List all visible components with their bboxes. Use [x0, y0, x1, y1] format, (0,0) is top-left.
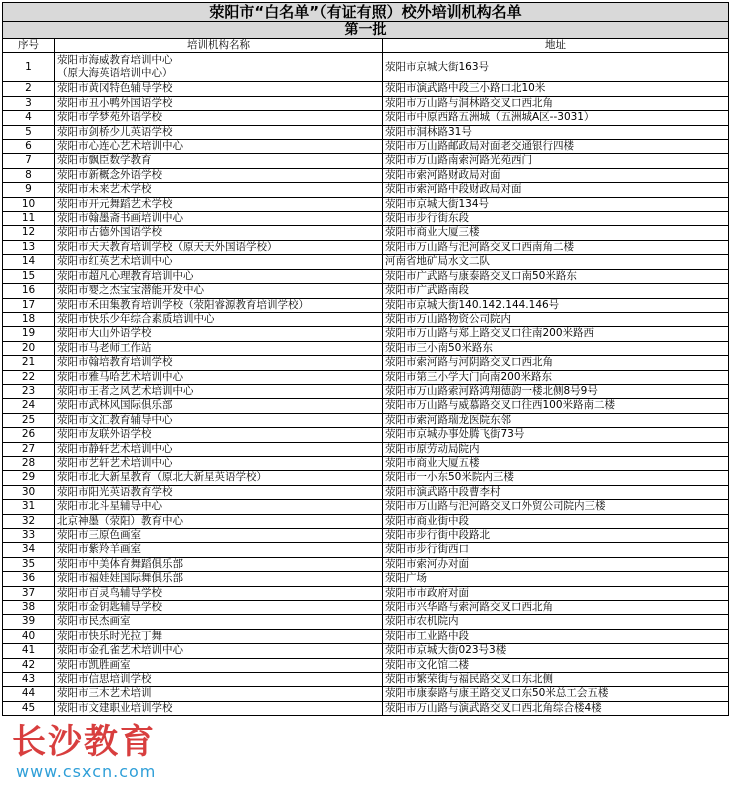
- institution-name: 荥阳市翰墨斋书画培训中心: [55, 212, 383, 226]
- title-row: [3, 3, 729, 22]
- institution-name: 荥阳市雅马哈艺术培训中心: [55, 370, 383, 384]
- table-row: [3, 96, 729, 110]
- row-number: 25: [3, 413, 55, 427]
- institution-name: 荥阳市快乐时光拉丁舞: [55, 629, 383, 643]
- institution-address: 荥阳市索河路中段财政局对面: [383, 183, 729, 197]
- table-row: [3, 240, 729, 254]
- institution-name: 荥阳市学梦苑外语学校: [55, 111, 383, 125]
- institution-address: 荥阳市万山路物资公司院内: [383, 312, 729, 326]
- institution-name: 荥阳市心连心艺术培训中心: [55, 140, 383, 154]
- row-number: 19: [3, 327, 55, 341]
- row-number: 5: [3, 125, 55, 139]
- institution-name-line: 荥阳市海威教育培训中心: [57, 54, 173, 67]
- table-row: [3, 601, 729, 615]
- institution-address: 荥阳市一小东50米院内三楼: [383, 471, 729, 485]
- institution-address: 荥阳市演武路中段曹李村: [383, 485, 729, 499]
- institution-address: 河南省地矿局水文二队: [383, 255, 729, 269]
- institution-address: 荥阳广场: [383, 572, 729, 586]
- row-number: 8: [3, 168, 55, 182]
- table-row: [3, 615, 729, 629]
- table-row: [3, 557, 729, 571]
- table-row: [3, 298, 729, 312]
- institution-address: 荥阳市商业大厦五楼: [383, 456, 729, 470]
- row-number: 33: [3, 529, 55, 543]
- institution-address: 荥阳市农机院内: [383, 615, 729, 629]
- row-number: 11: [3, 212, 55, 226]
- table-row: [3, 356, 729, 370]
- row-number: 39: [3, 615, 55, 629]
- table-row: [3, 125, 729, 139]
- institution-name: 荥阳市剑桥少儿英语学校: [55, 125, 383, 139]
- institution-name: 荥阳市福娃娃国际舞俱乐部: [55, 572, 383, 586]
- watermark-url: www.csxcn.com: [16, 762, 157, 781]
- row-number: 34: [3, 543, 55, 557]
- table-row: [3, 399, 729, 413]
- institution-name: 荥阳市百灵鸟辅导学校: [55, 586, 383, 600]
- institution-name: [55, 53, 383, 82]
- row-number: 36: [3, 572, 55, 586]
- institution-address: 荥阳市市政府对面: [383, 586, 729, 600]
- institution-address: 荥阳市第三小学大门向南200米路东: [383, 370, 729, 384]
- table-row: [3, 370, 729, 384]
- table-row: [3, 327, 729, 341]
- institution-address: 荥阳市演武路中段三小路口北10米: [383, 82, 729, 96]
- institution-address: 荥阳市万山路与汜河路交叉口外贸公司院内三楼: [383, 500, 729, 514]
- table-row: [3, 543, 729, 557]
- table-row: [3, 658, 729, 672]
- institution-name: 荥阳市丑小鸭外国语学校: [55, 96, 383, 110]
- institution-former-name: （原大海英语培训中心）: [57, 67, 173, 80]
- institution-name: 荥阳市大山外语学校: [55, 327, 383, 341]
- row-number: 9: [3, 183, 55, 197]
- institution-name: 荥阳市友联外语学校: [55, 428, 383, 442]
- table-row: [3, 572, 729, 586]
- table-row: [3, 154, 729, 168]
- institution-address: 荥阳市京城大街023号3楼: [383, 644, 729, 658]
- institution-address: 荥阳市原劳动局院内: [383, 442, 729, 456]
- table-row: [3, 485, 729, 499]
- institution-name: 荥阳市北大新星教育（原北大新星英语学校）: [55, 471, 383, 485]
- table-row: [3, 673, 729, 687]
- institution-name: 荥阳市北斗星辅导中心: [55, 500, 383, 514]
- table-row: [3, 629, 729, 643]
- row-number: 12: [3, 226, 55, 240]
- institution-name: 荥阳市信思培训学校: [55, 673, 383, 687]
- row-number: 2: [3, 82, 55, 96]
- institution-address: 荥阳市万山路南索河路光苑西门: [383, 154, 729, 168]
- institution-address: 荥阳市京城办事处腾飞街73号: [383, 428, 729, 442]
- document-title: 荥阳市“白名单”（有证有照）校外培训机构名单: [3, 3, 729, 22]
- institution-name: 北京神墨（荥阳）教育中心: [55, 514, 383, 528]
- table-row: [3, 111, 729, 125]
- institution-address: 荥阳市三小南50米路东: [383, 341, 729, 355]
- table-row: [3, 183, 729, 197]
- batch-label: 第一批: [3, 22, 729, 39]
- institution-address: 荥阳市索河办对面: [383, 557, 729, 571]
- row-number: 41: [3, 644, 55, 658]
- institution-name: 荥阳市翰培教育培训学校: [55, 356, 383, 370]
- row-number: 13: [3, 240, 55, 254]
- row-number: 37: [3, 586, 55, 600]
- table-row: [3, 197, 729, 211]
- row-number: 1: [3, 53, 55, 82]
- table-row: [3, 284, 729, 298]
- row-number: 43: [3, 673, 55, 687]
- institution-address: 荥阳市文化馆二楼: [383, 658, 729, 672]
- institution-address: 荥阳市兴华路与索河路交叉口西北角: [383, 601, 729, 615]
- column-header-num: 序号: [3, 39, 55, 53]
- watermark: [12, 714, 252, 794]
- row-number: 22: [3, 370, 55, 384]
- table-row: [3, 687, 729, 701]
- institution-name: 荥阳市文建职业培训学校: [55, 701, 383, 715]
- institution-name: 荥阳市金钥匙辅导学校: [55, 601, 383, 615]
- table-row: [3, 644, 729, 658]
- column-header-name: 培训机构名称: [55, 39, 383, 53]
- watermark-text: 长沙教育: [12, 722, 156, 762]
- institution-name: 荥阳市古德外国语学校: [55, 226, 383, 240]
- institution-name: 荥阳市紫羚羊画室: [55, 543, 383, 557]
- row-number: 28: [3, 456, 55, 470]
- row-number: 16: [3, 284, 55, 298]
- institution-address: 荥阳市万山路与演武路交叉口西北角综合楼4楼: [383, 701, 729, 715]
- institution-address: 荥阳市万山路与威慕路交叉口往西100米路南二楼: [383, 399, 729, 413]
- institution-address: 荥阳市洞林路31号: [383, 125, 729, 139]
- table-row: [3, 212, 729, 226]
- institution-address: 荥阳市京城大街134号: [383, 197, 729, 211]
- table-row: [3, 529, 729, 543]
- institution-address: 荥阳市广武路南段: [383, 284, 729, 298]
- institution-name: 荥阳市红英艺术培训中心: [55, 255, 383, 269]
- institution-address: 荥阳市步行街东段: [383, 212, 729, 226]
- institution-name: 荥阳市超凡心理教育培训中心: [55, 269, 383, 283]
- institution-name: 荥阳市三木艺术培训: [55, 687, 383, 701]
- row-number: 6: [3, 140, 55, 154]
- table-row: [3, 413, 729, 427]
- institution-address: 荥阳市万山路邮政局对面老交通银行四楼: [383, 140, 729, 154]
- table-row: [3, 428, 729, 442]
- row-number: 44: [3, 687, 55, 701]
- institution-name: 荥阳市婴之杰宝宝潜能开发中心: [55, 284, 383, 298]
- institution-address: 荥阳市繁荣街与福民路交叉口东北侧: [383, 673, 729, 687]
- institution-address: 荥阳市索河路与河阴路交叉口西北角: [383, 356, 729, 370]
- row-number: 45: [3, 701, 55, 715]
- institution-address: 荥阳市索河路瑞龙医院东邻: [383, 413, 729, 427]
- institution-name: 荥阳市中美体育舞蹈俱乐部: [55, 557, 383, 571]
- table-row: [3, 500, 729, 514]
- row-number: 10: [3, 197, 55, 211]
- table-row: [3, 82, 729, 96]
- table-row: [3, 514, 729, 528]
- batch-row: [3, 22, 729, 39]
- institution-name: 荥阳市天天教育培训学校（原天天外国语学校）: [55, 240, 383, 254]
- row-number: 21: [3, 356, 55, 370]
- institution-address: 荥阳市京城大街140.142.144.146号: [383, 298, 729, 312]
- institution-name: 荥阳市静轩艺术培训中心: [55, 442, 383, 456]
- institution-name: 荥阳市王者之风艺术培训中心: [55, 384, 383, 398]
- row-number: 32: [3, 514, 55, 528]
- institution-name: 荥阳市艺轩艺术培训中心: [55, 456, 383, 470]
- row-number: 24: [3, 399, 55, 413]
- table-row: [3, 168, 729, 182]
- table-row: [3, 312, 729, 326]
- table-row: [3, 586, 729, 600]
- institution-address: 荥阳市京城大街163号: [383, 53, 729, 82]
- table-row: [3, 226, 729, 240]
- institution-address: 荥阳市步行街中段路北: [383, 529, 729, 543]
- row-number: 17: [3, 298, 55, 312]
- table-row: [3, 471, 729, 485]
- row-number: 3: [3, 96, 55, 110]
- institution-name: 荥阳市黄冈特色辅导学校: [55, 82, 383, 96]
- institution-address: 荥阳市康泰路与康王路交叉口东50米总工会五楼: [383, 687, 729, 701]
- row-number: 4: [3, 111, 55, 125]
- institution-address: 荥阳市商业街中段: [383, 514, 729, 528]
- institution-name: 荥阳市阳光英语教育学校: [55, 485, 383, 499]
- institution-address: 荥阳市商业大厦三楼: [383, 226, 729, 240]
- institution-name: 荥阳市未来艺术学校: [55, 183, 383, 197]
- institution-address: 荥阳市工业路中段: [383, 629, 729, 643]
- table-row: [3, 442, 729, 456]
- institution-address: 荥阳市索河路财政局对面: [383, 168, 729, 182]
- row-number: 38: [3, 601, 55, 615]
- institution-name: 荥阳市新概念外语学校: [55, 168, 383, 182]
- row-number: 30: [3, 485, 55, 499]
- institution-name: 荥阳市文汇教育辅导中心: [55, 413, 383, 427]
- row-number: 40: [3, 629, 55, 643]
- table-row: [3, 341, 729, 355]
- row-number: 42: [3, 658, 55, 672]
- header-row: [3, 39, 729, 53]
- row-number: 23: [3, 384, 55, 398]
- table-row: [3, 384, 729, 398]
- table-row: [3, 456, 729, 470]
- column-header-addr: 地址: [383, 39, 729, 53]
- institution-address: 荥阳市万山路与汜河路交叉口西南角二楼: [383, 240, 729, 254]
- whitelist-table: [2, 2, 729, 716]
- table-row: [3, 701, 729, 715]
- row-number: 26: [3, 428, 55, 442]
- institution-address: 荥阳市步行街西口: [383, 543, 729, 557]
- row-number: 29: [3, 471, 55, 485]
- institution-name: 荥阳市禾田集教育培训学校（荥阳睿源教育培训学校）: [55, 298, 383, 312]
- institution-name: 荥阳市快乐少年综合素质培训中心: [55, 312, 383, 326]
- institution-address: 荥阳市万山路与郑上路交叉口往南200米路西: [383, 327, 729, 341]
- institution-address: 荥阳市万山路与洞林路交叉口西北角: [383, 96, 729, 110]
- institution-name: 荥阳市马老师工作站: [55, 341, 383, 355]
- table-row: [3, 269, 729, 283]
- institution-name: 荥阳市三原色画室: [55, 529, 383, 543]
- row-number: 18: [3, 312, 55, 326]
- institution-name: 荥阳市金孔雀艺术培训中心: [55, 644, 383, 658]
- institution-name: 荥阳市武林风国际俱乐部: [55, 399, 383, 413]
- row-number: 7: [3, 154, 55, 168]
- institution-address: 荥阳市中原西路五洲城（五洲城A区--3031）: [383, 111, 729, 125]
- institution-name: 荥阳市凯胜画室: [55, 658, 383, 672]
- row-number: 15: [3, 269, 55, 283]
- row-number: 31: [3, 500, 55, 514]
- institution-address: 荥阳市广武路与康泰路交叉口南50米路东: [383, 269, 729, 283]
- table-row: [3, 255, 729, 269]
- row-number: 20: [3, 341, 55, 355]
- institution-address: 荥阳市万山路索河路鸿翔德韵一楼北侧8号9号: [383, 384, 729, 398]
- table-row: [3, 53, 729, 82]
- institution-name: 荥阳市民杰画室: [55, 615, 383, 629]
- table-row: [3, 140, 729, 154]
- row-number: 14: [3, 255, 55, 269]
- row-number: 27: [3, 442, 55, 456]
- row-number: 35: [3, 557, 55, 571]
- institution-name: 荥阳市飘臣数学教育: [55, 154, 383, 168]
- institution-name: 荥阳市开元舞蹈艺术学校: [55, 197, 383, 211]
